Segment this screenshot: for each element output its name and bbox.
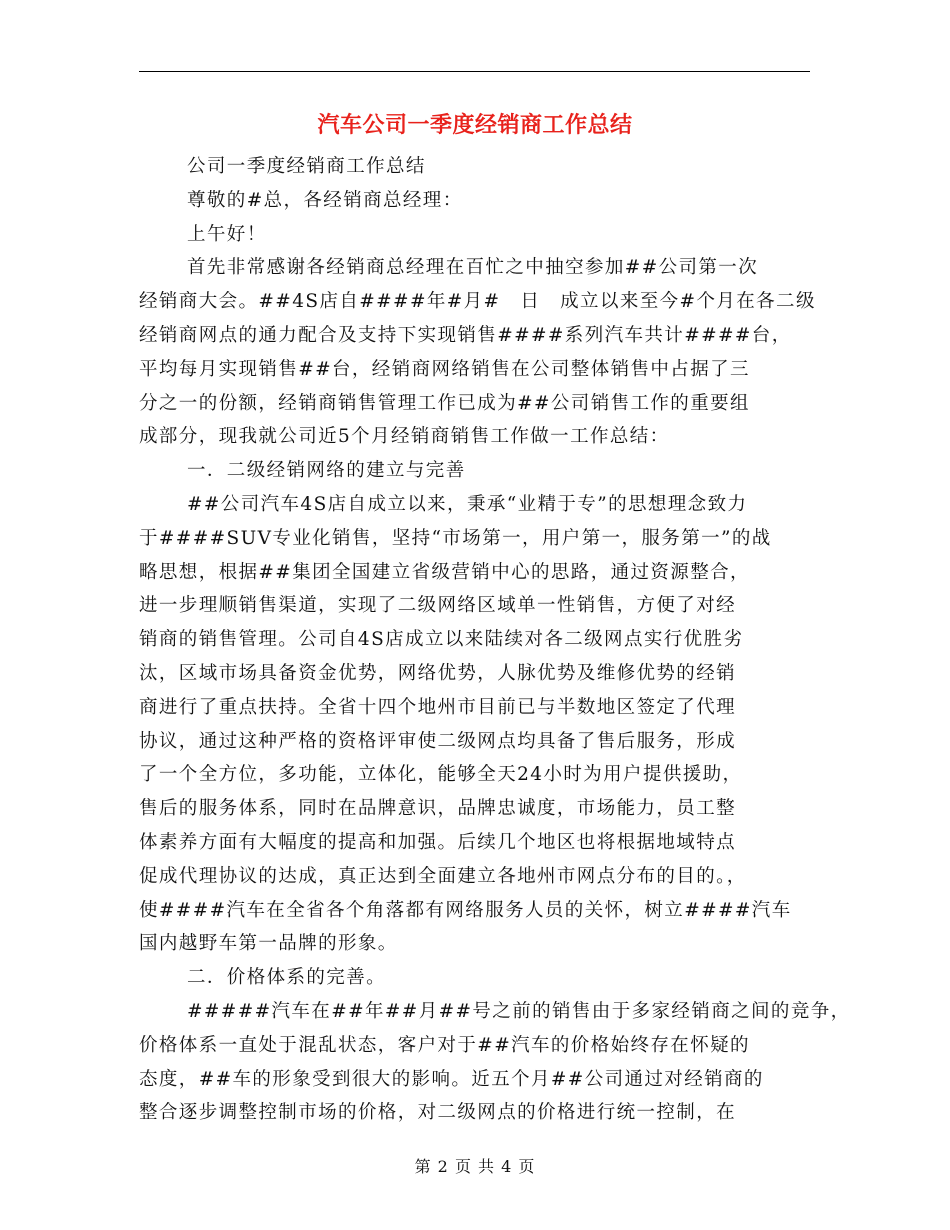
body-line: 整合逐步调整控制市场的价格，对二级网点的价格进行统一控制，在 (139, 1102, 737, 1124)
body-line: ##公司汽车4S店自成立以来，秉承“业精于专”的思想理念致力 (187, 493, 748, 515)
body-line: 销商的销售管理。公司自4S店成立以来陆续对各二级网点实行优胜劣 (139, 629, 744, 651)
body-line: 平均每月实现销售##台，经销商网络销售在公司整体销售中占据了三 (139, 358, 750, 380)
body-line: 经销商大会。##4S店自####年#月# 日 成立以来至今#个月在各二级 (139, 291, 816, 313)
body-line: 国内越野车第一品牌的形象。 (139, 933, 398, 955)
body-line: 了一个全方位，多功能，立体化，能够全天24小时为用户提供援助， (139, 764, 743, 786)
body-line: 于####SUV专业化销售，坚持“市场第一，用户第一，服务第一”的战 (139, 527, 772, 549)
body-line: 促成代理协议的达成，真正达到全面建立各地州市网点分布的目的。， (139, 865, 747, 887)
document-title: 汽车公司一季度经销商工作总结 (317, 113, 633, 138)
body-line: 上午好！ (187, 223, 267, 245)
body-line: 体素养方面有大幅度的提高和加强。后续几个地区也将根据地域特点 (139, 831, 737, 853)
body-line: 售后的服务体系，同时在品牌意识，品牌忠诚度，市场能力，员工整 (139, 798, 737, 820)
body-line: 汰，区域市场具备资金优势，网络优势，人脉优势及维修优势的经销 (139, 662, 737, 684)
body-line: 成部分，现我就公司近5个月经销商销售工作做一工作总结： (139, 426, 670, 448)
body-line: 进一步理顺销售渠道，实现了二级网络区域单一性销售，方便了对经 (139, 595, 737, 617)
body-line: 态度，##车的形象受到很大的影响。近五个月##公司通过对经销商的 (139, 1068, 764, 1090)
body-line: 经销商网点的通力配合及支持下实现销售####系列汽车共计####台， (139, 324, 792, 346)
body-line: 二．价格体系的完善。 (187, 967, 387, 989)
body-line: 分之一的份额，经销商销售管理工作已成为##公司销售工作的重要组 (139, 392, 750, 414)
body-line: 使####汽车在全省各个角落都有网络服务人员的关怀，树立####汽车 (139, 899, 792, 921)
body-line: 协议，通过这种严格的资格评审使二级网点均具备了售后服务，形成 (139, 730, 737, 752)
document-body (139, 150, 851, 1130)
body-line: 尊敬的#总，各经销商总经理： (187, 189, 463, 211)
page-footer: 第 2 页 共 4 页 (414, 1157, 536, 1176)
body-line: 价格体系一直处于混乱状态，客户对于##汽车的价格始终存在怀疑的 (139, 1034, 750, 1056)
body-line: 商进行了重点扶持。全省十四个地州市目前已与半数地区签定了代理 (139, 696, 737, 718)
body-line: #####汽车在##年##月##号之前的销售由于多家经销商之间的竞争， (187, 1000, 851, 1022)
body-line: 略思想，根据##集团全国建立省级营销中心的思路，通过资源整合， (139, 561, 750, 583)
body-line: 一．二级经销网络的建立与完善 (187, 460, 466, 482)
header-rule (139, 71, 810, 72)
body-line: 公司一季度经销商工作总结 (187, 156, 426, 177)
body-line: 首先非常感谢各经销商总经理在百忙之中抽空参加##公司第一次 (187, 257, 759, 279)
